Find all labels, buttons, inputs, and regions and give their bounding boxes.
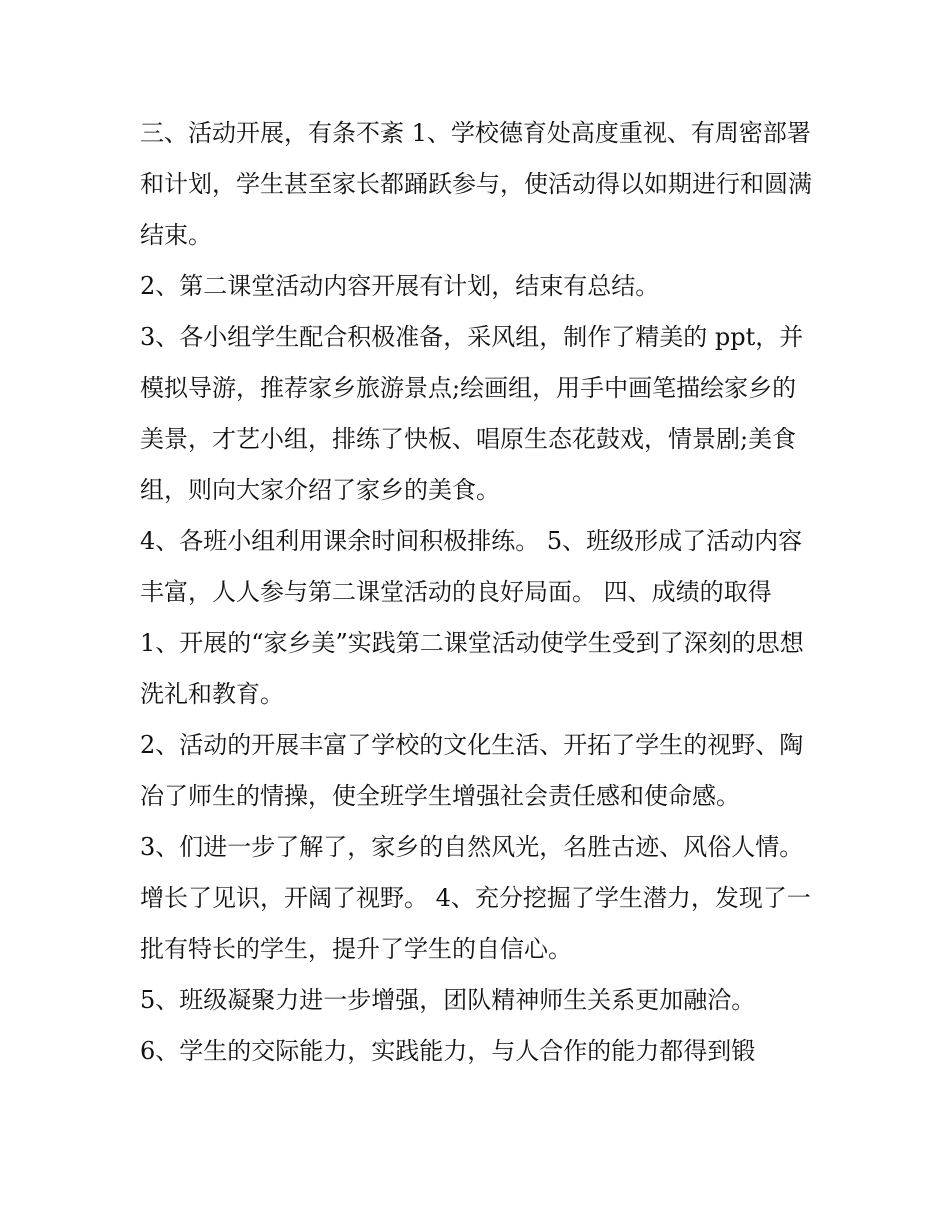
document-body [140,108,820,1077]
paragraph-achievement-3-4: 3、们进一步了解了，家乡的自然风光，名胜古迹、风俗人情。增长了见识，开阔了视野。 4、充分挖掘了学生潜力，发现了一批有特长的学生，提升了学生的自信心。 [140,833,811,963]
paragraph-achievement-1: 1、开展的“家乡美”实践第二课堂活动使学生受到了深刻的思想洗礼和教育。 [140,629,804,708]
paragraph-achievement-2: 2、活动的开展丰富了学校的文化生活、开拓了学生的视野、陶冶了师生的情操，使全班学生增强社会责任感和使命感。 [140,731,804,810]
paragraph-plan-summary: 2、第二课堂活动内容开展有计划，结束有总结。 [140,272,660,300]
paragraph-class-rehearsal: 4、各班小组利用课余时间积极排练。 5、班级形成了活动内容丰富，人人参与第二课堂活动的良好局面。 四、成绩的取得 [140,527,803,606]
paragraph-group-preparation: 3、各小组学生配合积极准备，采风组，制作了精美的 ppt，并模拟导游，推荐家乡旅游景点;绘画组，用手中画笔描绘家乡的美景，才艺小组，排练了快板、唱原生态花鼓戏，情景剧;美食组，则向大家介绍了家乡的美食。 [140,323,804,504]
paragraph-activity-development: 三、活动开展，有条不紊 1、学校德育处高度重视、有周密部署和计划，学生甚至家长都踊跃参与，使活动得以如期进行和圆满结束。 [140,119,812,249]
paragraph-achievement-6: 6、学生的交际能力，实践能力，与人合作的能力都得到锻 [140,1037,756,1065]
paragraph-achievement-5: 5、班级凝聚力进一步增强，团队精神师生关系更加融洽。 [140,986,756,1014]
